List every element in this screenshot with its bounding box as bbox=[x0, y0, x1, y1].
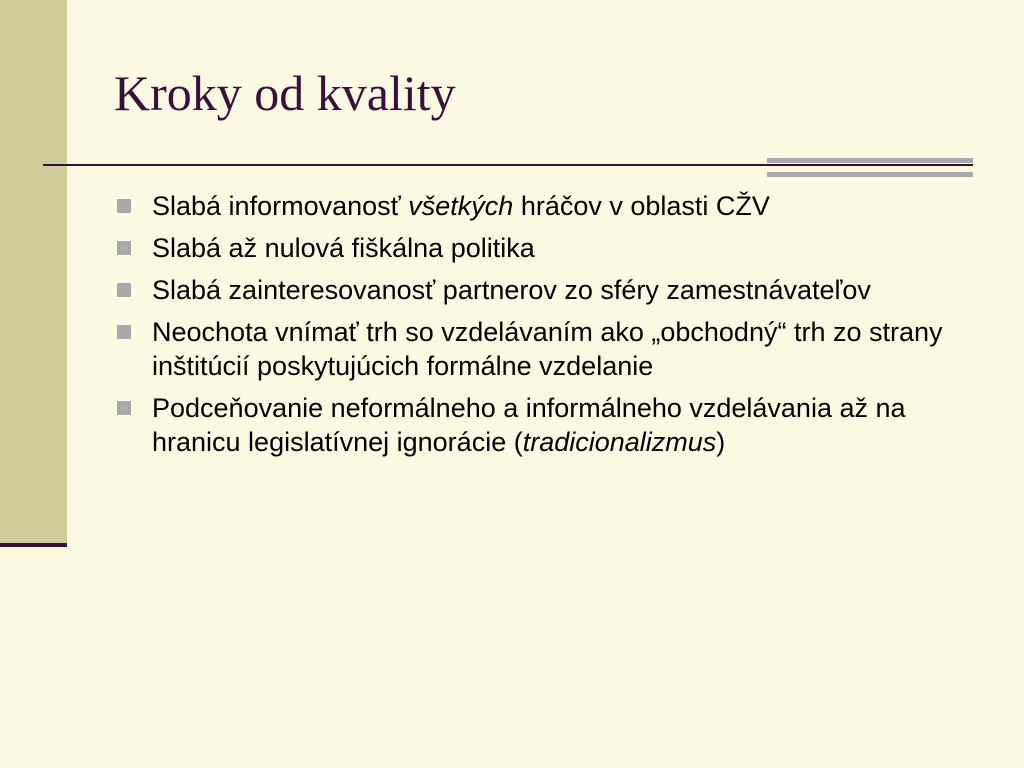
bullet-item-1 bbox=[115, 189, 995, 223]
bullet-text-3: Slabá zainteresovanosť partnerov zo sféry zamestnávateľov bbox=[152, 275, 871, 305]
bullet-item-3 bbox=[115, 273, 995, 307]
bullet-text-5-before: Podceňovanie neformálneho a informálneho vzdelávania až na hranicu legislatívnej ignorácie ( bbox=[152, 393, 906, 457]
square-bullet-icon bbox=[117, 199, 131, 213]
bullet-text-1-before: Slabá informovanosť bbox=[152, 191, 409, 221]
bullet-text-5-emphasis: tradicionalizmus bbox=[522, 427, 717, 457]
square-bullet-icon bbox=[117, 401, 131, 415]
left-decorative-bar bbox=[0, 0, 67, 545]
square-bullet-icon bbox=[117, 325, 131, 339]
title-rule-accent-top bbox=[767, 158, 973, 163]
square-bullet-icon bbox=[117, 241, 131, 255]
bullet-item-2 bbox=[115, 231, 995, 265]
square-bullet-icon bbox=[117, 283, 131, 297]
bullet-item-4 bbox=[115, 315, 995, 383]
left-bar-rule bbox=[0, 543, 67, 547]
title-underline bbox=[43, 164, 973, 166]
bullet-text-1-emphasis: všetkých bbox=[408, 191, 514, 221]
bullet-item-5 bbox=[115, 391, 995, 459]
bullet-text-5-after: ) bbox=[716, 427, 726, 457]
bullet-text-1-after: hráčov v oblasti CŽV bbox=[513, 191, 770, 221]
title-rule-accent-bottom bbox=[767, 172, 973, 177]
bullet-text-4: Neochota vnímať trh so vzdelávaním ako „obchodný“ trh zo strany inštitúcií poskytujúcich formálne vzdelanie bbox=[152, 317, 943, 381]
bullet-list bbox=[115, 189, 995, 467]
bullet-text-2: Slabá až nulová fiškálna politika bbox=[152, 233, 535, 263]
slide-title: Kroky od kvality bbox=[114, 65, 456, 121]
